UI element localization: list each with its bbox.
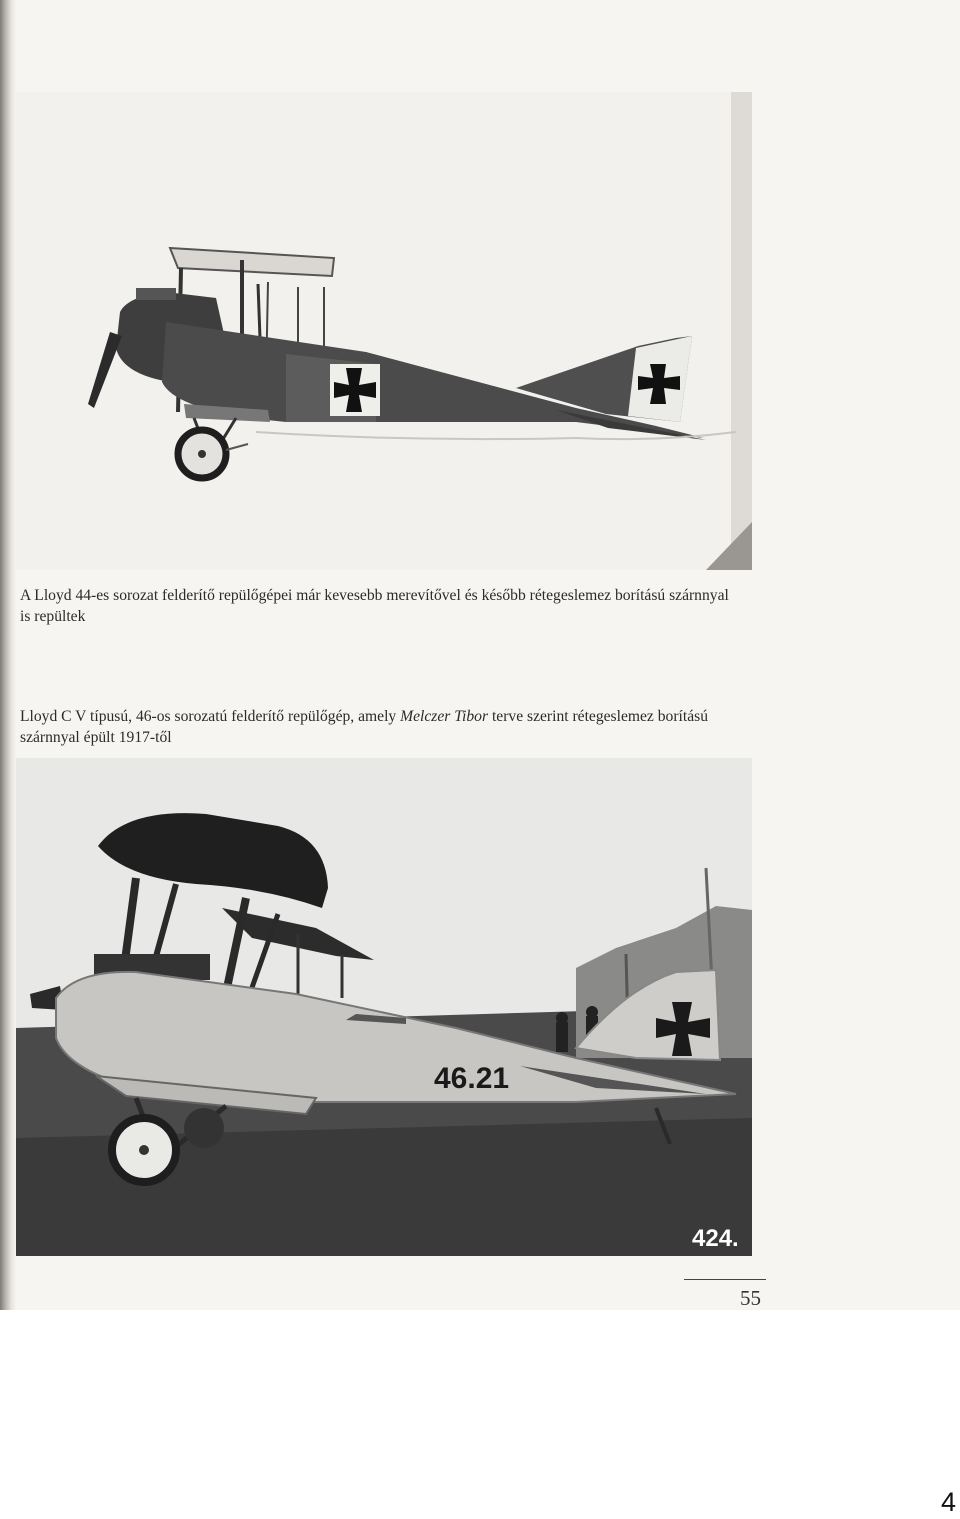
page-binding-shadow <box>0 0 16 1310</box>
caption-bottom-text-start: Lloyd C V típusú, 46-os sorozatú felderítő repülőgép, amely <box>20 708 401 725</box>
photo-lloyd-44-biplane <box>16 92 752 570</box>
caption-designer-name: Melczer Tibor <box>400 708 489 725</box>
photo-archive-number: 424. <box>692 1225 739 1252</box>
caption-top-photo: A Lloyd 44-es sorozat felderítő repülőgépei már kevesebb merevítővel és később rétegeslemez borítású szárnnyal is repültek <box>20 587 729 625</box>
caption-bottom-text-end: terve szerint rétegeslemez borítású szárnnyal épült 1917-től <box>20 708 708 746</box>
fuselage-number: 46.21 <box>434 1062 510 1095</box>
caption-bottom-photo <box>20 706 720 748</box>
photo-lloyd-c-v-biplane <box>16 758 752 1256</box>
sheet-number: 4 <box>941 1487 957 1517</box>
page-number: 55 <box>740 1286 761 1310</box>
page-number-rule <box>684 1279 766 1280</box>
